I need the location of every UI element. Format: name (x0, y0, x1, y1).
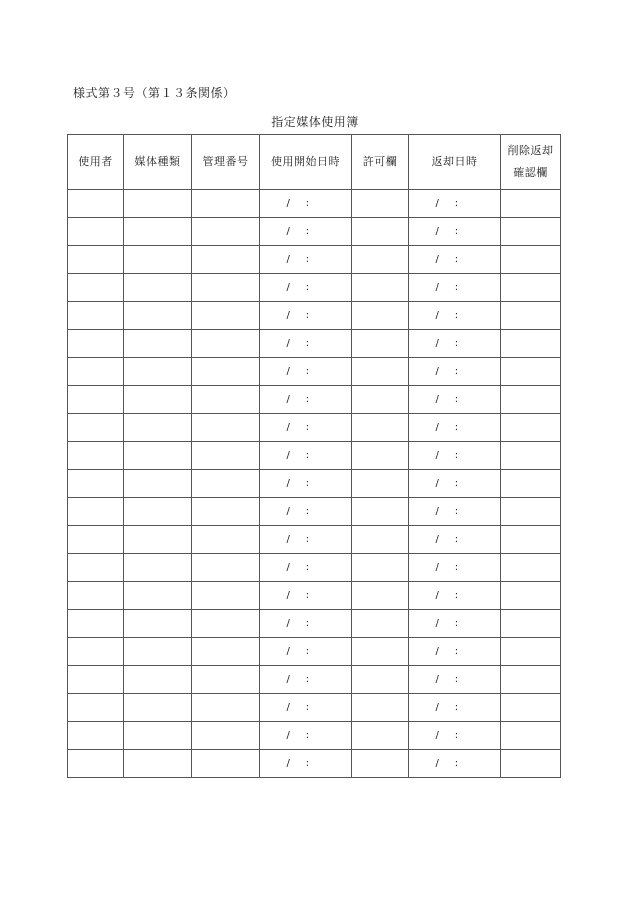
control-number-cell[interactable] (192, 302, 260, 330)
table-row (68, 190, 561, 218)
media-type-cell[interactable] (124, 330, 192, 358)
deletion-confirm-cell[interactable] (501, 386, 561, 414)
start-datetime-cell[interactable] (260, 442, 352, 470)
start-datetime-cell[interactable] (260, 274, 352, 302)
deletion-confirm-cell[interactable] (501, 190, 561, 218)
media-type-cell[interactable] (124, 582, 192, 610)
deletion-confirm-cell[interactable] (501, 722, 561, 750)
return-datetime-cell[interactable] (409, 218, 501, 246)
user-cell[interactable] (68, 638, 124, 666)
datetime-placeholder: / : (286, 646, 310, 657)
user-cell[interactable] (68, 414, 124, 442)
user-cell[interactable] (68, 246, 124, 274)
datetime-placeholder: / : (435, 618, 459, 629)
return-datetime-cell[interactable] (409, 638, 501, 666)
permission-cell[interactable] (352, 582, 409, 610)
start-datetime-cell[interactable] (260, 666, 352, 694)
start-datetime-cell[interactable] (260, 218, 352, 246)
table-header-row (68, 135, 561, 190)
control-number-cell[interactable] (192, 442, 260, 470)
table-row (68, 386, 561, 414)
return-datetime-cell[interactable] (409, 442, 501, 470)
start-datetime-cell[interactable] (260, 638, 352, 666)
datetime-placeholder: / : (435, 646, 459, 657)
control-number-cell[interactable] (192, 218, 260, 246)
control-number-cell[interactable] (192, 386, 260, 414)
permission-cell[interactable] (352, 414, 409, 442)
datetime-placeholder: / : (286, 450, 310, 461)
datetime-placeholder: / : (435, 450, 459, 461)
datetime-placeholder: / : (286, 534, 310, 545)
col-header-control-number: 管理番号 (192, 135, 260, 190)
control-number-cell[interactable] (192, 330, 260, 358)
user-cell[interactable] (68, 442, 124, 470)
col-header-user: 使用者 (68, 135, 124, 190)
document-title: 指定媒体使用簿 (271, 115, 359, 129)
control-number-cell[interactable] (192, 274, 260, 302)
col-header-permission: 許可欄 (352, 135, 409, 190)
control-number-cell[interactable] (192, 610, 260, 638)
table-row (68, 218, 561, 246)
permission-cell[interactable] (352, 498, 409, 526)
table-row (68, 414, 561, 442)
start-datetime-cell[interactable] (260, 722, 352, 750)
return-datetime-cell[interactable] (409, 386, 501, 414)
media-type-cell[interactable] (124, 554, 192, 582)
permission-cell[interactable] (352, 330, 409, 358)
permission-cell[interactable] (352, 750, 409, 778)
return-datetime-cell[interactable] (409, 582, 501, 610)
deletion-confirm-cell[interactable] (501, 526, 561, 554)
datetime-placeholder: / : (286, 338, 310, 349)
control-number-cell[interactable] (192, 582, 260, 610)
media-type-cell[interactable] (124, 386, 192, 414)
datetime-placeholder: / : (435, 366, 459, 377)
control-number-cell[interactable] (192, 358, 260, 386)
deletion-confirm-cell[interactable] (501, 498, 561, 526)
user-cell[interactable] (68, 722, 124, 750)
control-number-cell[interactable] (192, 722, 260, 750)
table-row (68, 750, 561, 778)
table-row (68, 274, 561, 302)
return-datetime-cell[interactable] (409, 610, 501, 638)
media-type-cell[interactable] (124, 610, 192, 638)
start-datetime-cell[interactable] (260, 302, 352, 330)
return-datetime-cell[interactable] (409, 246, 501, 274)
permission-cell[interactable] (352, 554, 409, 582)
deletion-confirm-cell[interactable] (501, 666, 561, 694)
deletion-confirm-cell[interactable] (501, 610, 561, 638)
return-datetime-cell[interactable] (409, 330, 501, 358)
user-cell[interactable] (68, 694, 124, 722)
datetime-placeholder: / : (435, 254, 459, 265)
table-row (68, 610, 561, 638)
return-datetime-cell[interactable] (409, 414, 501, 442)
return-datetime-cell[interactable] (409, 694, 501, 722)
user-cell[interactable] (68, 666, 124, 694)
deletion-confirm-cell[interactable] (501, 470, 561, 498)
permission-cell[interactable] (352, 442, 409, 470)
datetime-placeholder: / : (286, 674, 310, 685)
ledger-body (68, 190, 561, 778)
datetime-placeholder: / : (286, 618, 310, 629)
start-datetime-cell[interactable] (260, 358, 352, 386)
table-row (68, 330, 561, 358)
start-datetime-cell[interactable] (260, 750, 352, 778)
return-datetime-cell[interactable] (409, 358, 501, 386)
media-type-cell[interactable] (124, 638, 192, 666)
datetime-placeholder: / : (286, 702, 310, 713)
datetime-placeholder: / : (286, 366, 310, 377)
datetime-placeholder: / : (435, 702, 459, 713)
permission-cell[interactable] (352, 274, 409, 302)
datetime-placeholder: / : (435, 338, 459, 349)
media-type-cell[interactable] (124, 498, 192, 526)
return-datetime-cell[interactable] (409, 498, 501, 526)
permission-cell[interactable] (352, 610, 409, 638)
datetime-placeholder: / : (286, 198, 310, 209)
start-datetime-cell[interactable] (260, 526, 352, 554)
start-datetime-cell[interactable] (260, 554, 352, 582)
datetime-placeholder: / : (435, 562, 459, 573)
media-type-cell[interactable] (124, 414, 192, 442)
user-cell[interactable] (68, 358, 124, 386)
user-cell[interactable] (68, 274, 124, 302)
table-row (68, 526, 561, 554)
control-number-cell[interactable] (192, 694, 260, 722)
permission-cell[interactable] (352, 722, 409, 750)
col-header-deletion-confirm (501, 135, 561, 190)
table-row (68, 582, 561, 610)
deletion-confirm-cell[interactable] (501, 330, 561, 358)
return-datetime-cell[interactable] (409, 722, 501, 750)
datetime-placeholder: / : (435, 478, 459, 489)
datetime-placeholder: / : (435, 506, 459, 517)
user-cell[interactable] (68, 498, 124, 526)
deletion-confirm-cell[interactable] (501, 750, 561, 778)
datetime-placeholder: / : (435, 198, 459, 209)
start-datetime-cell[interactable] (260, 498, 352, 526)
media-type-cell[interactable] (124, 274, 192, 302)
table-row (68, 498, 561, 526)
return-datetime-cell[interactable] (409, 666, 501, 694)
start-datetime-cell[interactable] (260, 470, 352, 498)
table-row (68, 694, 561, 722)
datetime-placeholder: / : (286, 506, 310, 517)
return-datetime-cell[interactable] (409, 470, 501, 498)
table-row (68, 302, 561, 330)
control-number-cell[interactable] (192, 638, 260, 666)
deletion-confirm-cell[interactable] (501, 274, 561, 302)
return-datetime-cell[interactable] (409, 274, 501, 302)
table-row (68, 358, 561, 386)
return-datetime-cell[interactable] (409, 554, 501, 582)
permission-cell[interactable] (352, 526, 409, 554)
media-type-cell[interactable] (124, 218, 192, 246)
user-cell[interactable] (68, 582, 124, 610)
start-datetime-cell[interactable] (260, 414, 352, 442)
col-header-return-datetime: 返却日時 (409, 135, 501, 190)
user-cell[interactable] (68, 386, 124, 414)
datetime-placeholder: / : (435, 590, 459, 601)
deletion-confirm-cell[interactable] (501, 638, 561, 666)
control-number-cell[interactable] (192, 414, 260, 442)
datetime-placeholder: / : (435, 758, 459, 769)
table-row (68, 638, 561, 666)
media-type-cell[interactable] (124, 694, 192, 722)
control-number-cell[interactable] (192, 246, 260, 274)
datetime-placeholder: / : (435, 226, 459, 237)
table-row (68, 722, 561, 750)
datetime-placeholder: / : (286, 226, 310, 237)
user-cell[interactable] (68, 554, 124, 582)
start-datetime-cell[interactable] (260, 694, 352, 722)
media-type-cell[interactable] (124, 246, 192, 274)
datetime-placeholder: / : (435, 394, 459, 405)
media-type-cell[interactable] (124, 666, 192, 694)
permission-cell[interactable] (352, 666, 409, 694)
permission-cell[interactable] (352, 638, 409, 666)
start-datetime-cell[interactable] (260, 330, 352, 358)
permission-cell[interactable] (352, 302, 409, 330)
deletion-confirm-cell[interactable] (501, 246, 561, 274)
control-number-cell[interactable] (192, 554, 260, 582)
table-row (68, 246, 561, 274)
start-datetime-cell[interactable] (260, 582, 352, 610)
user-cell[interactable] (68, 330, 124, 358)
permission-cell[interactable] (352, 470, 409, 498)
col-header-media-type: 媒体種類 (124, 135, 192, 190)
datetime-placeholder: / : (435, 730, 459, 741)
datetime-placeholder: / : (435, 422, 459, 433)
return-datetime-cell[interactable] (409, 302, 501, 330)
control-number-cell[interactable] (192, 190, 260, 218)
permission-cell[interactable] (352, 358, 409, 386)
datetime-placeholder: / : (286, 758, 310, 769)
form-number-label: 様式第３号（第１３条関係） (73, 86, 236, 100)
table-row (68, 470, 561, 498)
permission-cell[interactable] (352, 246, 409, 274)
media-type-cell[interactable] (124, 722, 192, 750)
col-header-deletion-confirm-line1: 削除返却 (507, 144, 554, 157)
deletion-confirm-cell[interactable] (501, 358, 561, 386)
permission-cell[interactable] (352, 190, 409, 218)
permission-cell[interactable] (352, 386, 409, 414)
user-cell[interactable] (68, 470, 124, 498)
media-type-cell[interactable] (124, 750, 192, 778)
datetime-placeholder: / : (286, 730, 310, 741)
control-number-cell[interactable] (192, 526, 260, 554)
col-header-deletion-confirm-line2: 確認欄 (513, 166, 548, 179)
media-usage-ledger-table (67, 134, 561, 778)
datetime-placeholder: / : (435, 282, 459, 293)
control-number-cell[interactable] (192, 470, 260, 498)
deletion-confirm-cell[interactable] (501, 442, 561, 470)
user-cell[interactable] (68, 610, 124, 638)
media-type-cell[interactable] (124, 302, 192, 330)
table-row (68, 442, 561, 470)
return-datetime-cell[interactable] (409, 526, 501, 554)
deletion-confirm-cell[interactable] (501, 554, 561, 582)
permission-cell[interactable] (352, 218, 409, 246)
media-type-cell[interactable] (124, 358, 192, 386)
media-type-cell[interactable] (124, 190, 192, 218)
start-datetime-cell[interactable] (260, 190, 352, 218)
deletion-confirm-cell[interactable] (501, 582, 561, 610)
datetime-placeholder: / : (286, 310, 310, 321)
col-header-start-datetime: 使用開始日時 (260, 135, 352, 190)
user-cell[interactable] (68, 526, 124, 554)
deletion-confirm-cell[interactable] (501, 414, 561, 442)
table-row (68, 666, 561, 694)
user-cell[interactable] (68, 302, 124, 330)
start-datetime-cell[interactable] (260, 610, 352, 638)
control-number-cell[interactable] (192, 666, 260, 694)
media-type-cell[interactable] (124, 526, 192, 554)
start-datetime-cell[interactable] (260, 386, 352, 414)
deletion-confirm-cell[interactable] (501, 302, 561, 330)
datetime-placeholder: / : (435, 534, 459, 545)
media-type-cell[interactable] (124, 442, 192, 470)
datetime-placeholder: / : (435, 310, 459, 321)
user-cell[interactable] (68, 218, 124, 246)
datetime-placeholder: / : (286, 422, 310, 433)
datetime-placeholder: / : (286, 590, 310, 601)
deletion-confirm-cell[interactable] (501, 218, 561, 246)
control-number-cell[interactable] (192, 498, 260, 526)
table-row (68, 554, 561, 582)
start-datetime-cell[interactable] (260, 246, 352, 274)
datetime-placeholder: / : (286, 254, 310, 265)
datetime-placeholder: / : (435, 674, 459, 685)
datetime-placeholder: / : (286, 478, 310, 489)
media-type-cell[interactable] (124, 470, 192, 498)
datetime-placeholder: / : (286, 394, 310, 405)
control-number-cell[interactable] (192, 750, 260, 778)
user-cell[interactable] (68, 190, 124, 218)
return-datetime-cell[interactable] (409, 190, 501, 218)
datetime-placeholder: / : (286, 282, 310, 293)
permission-cell[interactable] (352, 694, 409, 722)
deletion-confirm-cell[interactable] (501, 694, 561, 722)
user-cell[interactable] (68, 750, 124, 778)
return-datetime-cell[interactable] (409, 750, 501, 778)
datetime-placeholder: / : (286, 562, 310, 573)
